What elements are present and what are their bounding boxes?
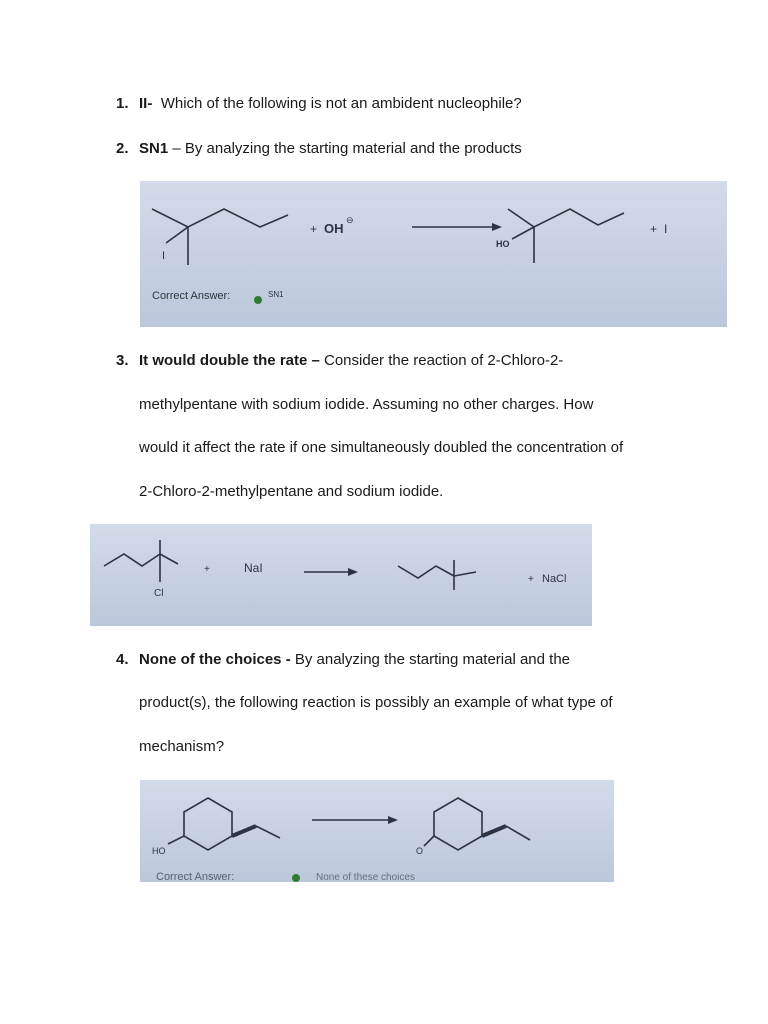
question-3-line: would it affect the rate if one simultaneously doubled the concentration of	[139, 439, 624, 456]
answer: SN1	[139, 140, 169, 157]
correct-answer-value: None of these choices	[316, 872, 415, 882]
question-number: 2.	[116, 140, 129, 157]
question-2	[116, 139, 522, 159]
product-2-label: I	[664, 222, 668, 236]
reagent-label: NaI	[244, 561, 263, 575]
question-4-line: mechanism?	[139, 738, 225, 755]
question-text: Consider the reaction of 2-Chloro-2-	[319, 352, 564, 369]
product-label: O	[416, 846, 424, 856]
correct-answer-label: Correct Answer:	[156, 871, 235, 882]
question-4	[116, 650, 570, 670]
nucleophile-label: HO	[496, 239, 510, 249]
leaving-group-label: I	[162, 250, 166, 262]
question-1	[116, 94, 522, 114]
correct-answer-value: SN1	[268, 290, 284, 299]
question-text: Which of the following is not an ambident nucleophile?	[160, 95, 522, 112]
plus-sign: +	[204, 564, 210, 575]
arrow-head	[388, 816, 398, 824]
question-3	[116, 351, 563, 371]
leaving-group-label: Cl	[154, 588, 164, 599]
product-2-label: NaCl	[542, 573, 567, 585]
question-4-line: product(s), the following reaction is possibly an example of what type of	[139, 694, 613, 711]
reaction-image-1	[140, 181, 727, 327]
check-icon	[254, 296, 262, 304]
answer: None of the choices -	[139, 651, 291, 668]
question-number: 1.	[116, 95, 129, 112]
answer: It would double the rate –	[139, 352, 320, 369]
reaction-image-3	[140, 780, 614, 882]
arrow-head	[348, 568, 358, 576]
question-number: 4.	[116, 651, 129, 668]
plus-sign: +	[310, 222, 318, 236]
start-label: HO	[152, 846, 166, 856]
question-3-line: methylpentane with sodium iodide. Assuming no other charges. How	[139, 396, 594, 413]
correct-answer-label: Correct Answer:	[152, 290, 231, 302]
answer: II-	[139, 95, 153, 112]
reagent-label: OH	[324, 221, 344, 236]
arrow-head	[492, 223, 502, 231]
plus-sign-2: +	[650, 222, 658, 236]
question-text: By analyzing the starting material and the products	[184, 140, 522, 157]
question-3-line: 2-Chloro-2-methylpentane and sodium iodide.	[139, 483, 444, 500]
question-text: By analyzing the starting material and the	[290, 651, 571, 668]
charge-label: ⊖	[346, 215, 354, 225]
question-number: 3.	[116, 352, 129, 369]
reaction-image-2	[90, 524, 592, 626]
check-icon	[292, 874, 300, 882]
plus-sign-2: +	[528, 574, 534, 585]
separator: –	[168, 140, 185, 157]
